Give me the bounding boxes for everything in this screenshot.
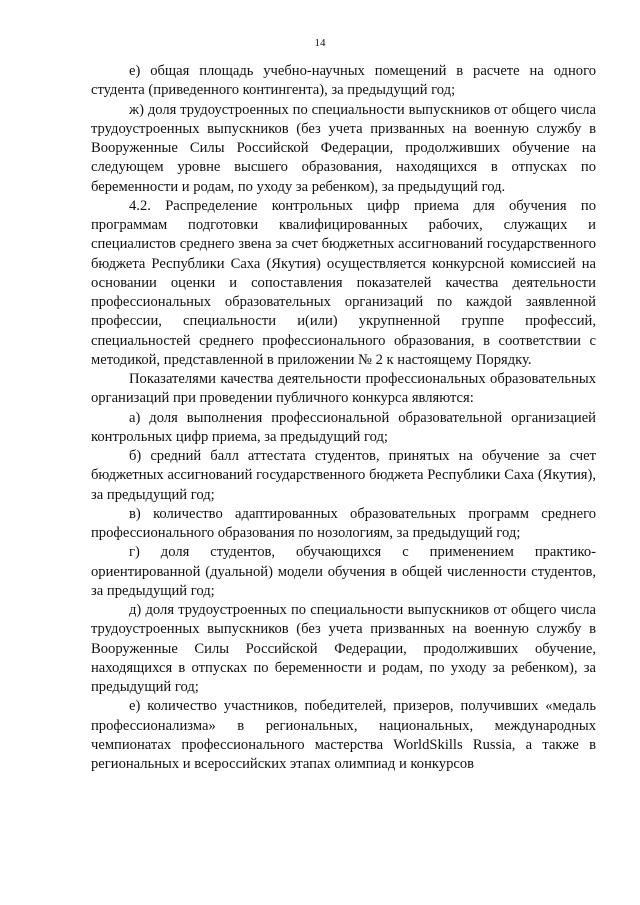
paragraph-e-area: е) общая площадь учебно-научных помещений в расчете на одного студента (приведенного контингента), за предыдущий год;: [91, 63, 596, 99]
paragraph-g-dual-model: г) доля студентов, обучающихся с применением практико-ориентированной (дуальной) модели обучения в общей численности студентов, за предыдущий год;: [91, 544, 596, 599]
paragraph-4-2-distribution: 4.2. Распределение контрольных цифр приема для обучения по программам подготовки квалифицированных рабочих, служащих и специалистов среднего звена за счет бюджетных ассигнований государственного бюджета Республики Саха (Якутия) осуществляется конкурсной комиссией на основании оценки и сопоставления показателей качества деятельности профессиональных образовательных организаций по каждой заявленной профессии, специальности и(или) укрупненной группе профессий, специальностей среднего профессионального образования, в соответствии с методикой, представленной в приложении № 2 к настоящему Порядку.: [91, 197, 596, 368]
paragraph-e-competition-participants: е) количество участников, победителей, призеров, получивших «медаль профессионализма» в региональных, национальных, международных чемпионатах профессионального мастерства WorldSkills Russia, а также в региональных и всероссийских этапах олимпиад и конкурсов: [91, 698, 596, 772]
paragraph-d-employment-share: д) доля трудоустроенных по специальности выпускников от общего числа трудоустроенных выпускников (без учета призванных на военную службу в Вооруженные Силы Российской Федерации, продолживших обучение, находящихся в отпусках по беременности и родам, по уходу за ребенком), за предыдущий год;: [91, 602, 596, 695]
paragraph-v-adapted-programs: в) количество адаптированных образовательных программ среднего профессионального образования по нозологиям, за предыдущий год;: [91, 505, 596, 541]
paragraph-quality-indicators-intro: Показателями качества деятельности профессиональных образовательных организаций при проведении публичного конкурса являются:: [91, 371, 596, 407]
paragraph-b-average-score: б) средний балл аттестата студентов, принятых на обучение за счет бюджетных ассигнований государственного бюджета Республики Саха (Якутия), за предыдущий год;: [91, 448, 596, 503]
paragraph-a-admission-fulfillment: а) доля выполнения профессиональной образовательной организацией контрольных цифр приема, за предыдущий год;: [91, 409, 596, 445]
document-body: [91, 62, 596, 774]
paragraph-zh-employment-share: ж) доля трудоустроенных по специальности выпускников от общего числа трудоустроенных выпускников (без учета призванных на военную службу в Вооруженные Силы Российской Федерации, продолживших обучение на следующем уровне высшего образования, находящихся в отпусках по беременности и родам, по уходу за ребенком), за предыдущий год.: [91, 101, 596, 195]
page-number: 14: [314, 37, 326, 49]
